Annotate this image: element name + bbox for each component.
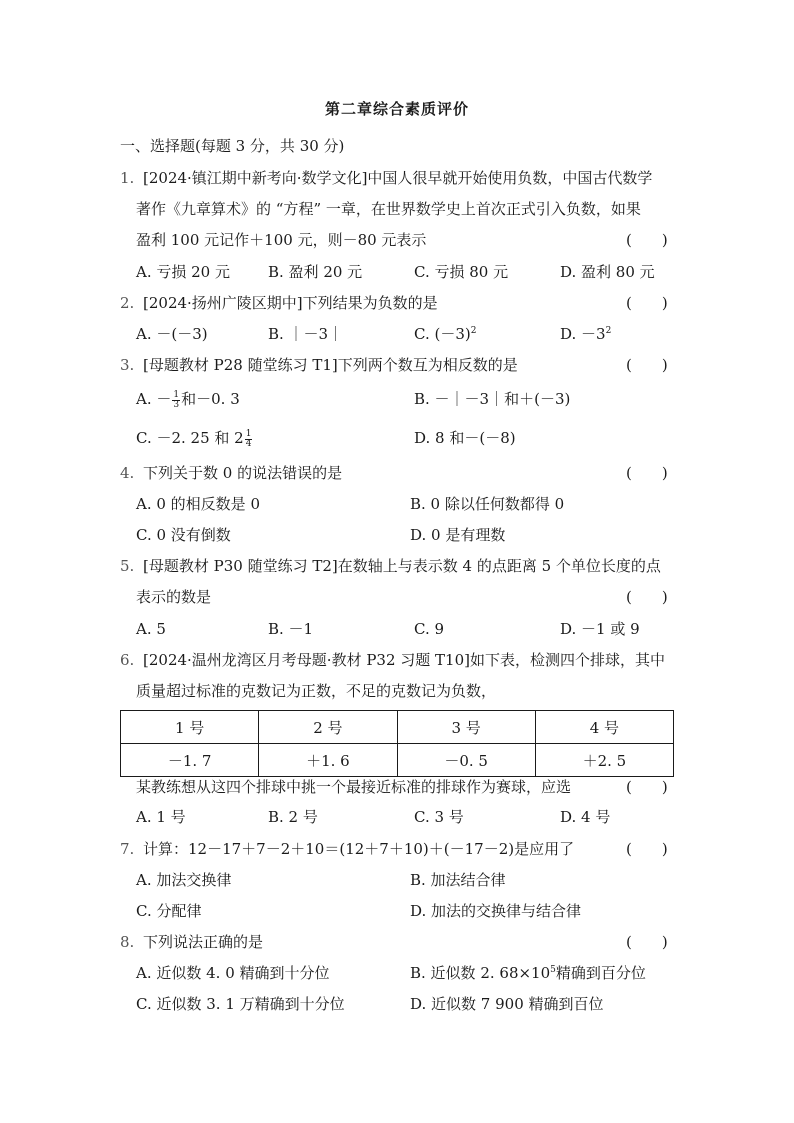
question-8-number: 8. <box>120 933 135 951</box>
question-1-line-2: 著作《九章算术》的 “方程” 一章，在世界数学史上首次正式引入负数，如果 <box>136 200 641 218</box>
question-8-option-a: A. 近似数 4. 0 精确到十分位 <box>136 964 330 982</box>
question-4-option-d: D. 0 是有理数 <box>410 526 506 544</box>
question-3-option-a: A. － $\frac{1}{3}$ 和－0. 3 <box>136 389 240 410</box>
question-1-option-b: B. 盈利 20 元 <box>268 263 363 281</box>
question-6-answer-paren: ( ) <box>626 778 668 796</box>
question-5-answer-paren: ( ) <box>626 588 668 606</box>
question-6-option-d: D. 4 号 <box>560 808 611 826</box>
question-4-answer-paren: ( ) <box>626 464 668 482</box>
table-header-row <box>121 711 674 744</box>
question-1-option-c: C. 亏损 80 元 <box>414 263 509 281</box>
question-7-option-d: D. 加法的交换律与结合律 <box>410 902 582 920</box>
question-5-option-d: D. －1 或 9 <box>560 620 640 638</box>
question-4-number: 4. <box>120 464 135 482</box>
table-header-cell: 2 号 <box>259 711 397 744</box>
table-cell: ＋1. 6 <box>259 744 397 777</box>
question-5-option-c: C. 9 <box>414 620 445 638</box>
question-4-option-c: C. 0 没有倒数 <box>136 526 231 544</box>
question-1-number: 1. <box>120 169 135 187</box>
question-2-option-c: C. $(-3)^2$ <box>414 325 477 343</box>
page-title: 第二章综合素质评价 <box>324 100 469 118</box>
question-6-option-b: B. 2 号 <box>268 808 318 826</box>
question-7-answer-paren: ( ) <box>626 840 668 858</box>
question-8-line-1: 下列说法正确的是 <box>143 933 264 951</box>
question-3-option-c: C. －2. 25 和 2 $\frac{1}{4}$ <box>136 428 252 449</box>
question-3-option-b: B. －｜－3｜和＋(－3) <box>414 390 571 408</box>
table-row <box>121 744 674 777</box>
question-7-line-1: 计算：12－17＋7－2＋10＝(12＋7＋10)＋(－17－2)是应用了 <box>143 840 575 858</box>
question-2-option-d: D. $-3^2$ <box>560 325 612 343</box>
fraction-one-quarter: $\frac{1}{4}$ <box>245 428 252 449</box>
question-7-option-b: B. 加法结合律 <box>410 871 506 889</box>
question-2-answer-paren: ( ) <box>626 294 668 312</box>
question-2-option-a: A. －(－3) <box>136 325 208 343</box>
question-5-line-2: 表示的数是 <box>136 588 212 606</box>
fraction-one-third: $\frac{1}{3}$ <box>173 389 180 410</box>
question-1-option-d: D. 盈利 80 元 <box>560 263 655 281</box>
question-2-option-b: B. ｜－3｜ <box>268 325 344 343</box>
question-4-option-b: B. 0 除以任何数都得 0 <box>410 495 565 513</box>
question-2-number: 2. <box>120 294 135 312</box>
question-6-option-c: C. 3 号 <box>414 808 464 826</box>
question-1-answer-paren: ( ) <box>626 231 668 249</box>
table-cell: ＋2. 5 <box>535 744 673 777</box>
question-4-line-1: 下列关于数 0 的说法错误的是 <box>143 464 343 482</box>
table-header-cell: 4 号 <box>535 711 673 744</box>
question-7-number: 7. <box>120 840 135 858</box>
question-1-line-3: 盈利 100 元记作＋100 元，则－80 元表示 <box>136 231 427 249</box>
question-4-option-a: A. 0 的相反数是 0 <box>136 495 260 513</box>
section-heading: 一、选择题(每题 3 分，共 30 分) <box>120 137 345 155</box>
question-6-line-1: [2024·温州龙湾区月考母题·教材 P32 习题 T10]如下表，检测四个排球，其中 <box>143 651 665 669</box>
question-1-line-1: [2024·镇江期中新考向·数学文化]中国人很早就开始使用负数，中国古代数学 <box>143 169 653 187</box>
question-6-option-a: A. 1 号 <box>136 808 186 826</box>
question-6-number: 6. <box>120 651 135 669</box>
question-7-option-c: C. 分配律 <box>136 902 202 920</box>
question-6-line-2: 质量超过标准的克数记为正数，不足的克数记为负数， <box>136 682 497 700</box>
question-5-option-a: A. 5 <box>136 620 166 638</box>
question-8-option-d: D. 近似数 7 900 精确到百位 <box>410 995 604 1013</box>
question-5-number: 5. <box>120 557 135 575</box>
question-6-line-3: 某教练想从这四个排球中挑一个最接近标准的排球作为赛球，应选 <box>136 778 572 796</box>
question-7-option-a: A. 加法交换律 <box>136 871 232 889</box>
table-cell: －1. 7 <box>121 744 259 777</box>
table-header-cell: 1 号 <box>121 711 259 744</box>
question-5-option-b: B. －1 <box>268 620 314 638</box>
question-3-line-1: [母题教材 P28 随堂练习 T1]下列两个数互为相反数的是 <box>143 356 518 374</box>
question-3-answer-paren: ( ) <box>626 356 668 374</box>
question-2-line-1: [2024·扬州广陵区期中]下列结果为负数的是 <box>143 294 438 312</box>
question-1-option-a: A. 亏损 20 元 <box>136 263 230 281</box>
volleyball-weight-table <box>120 710 674 777</box>
question-8-option-b: B. 近似数 2. $68\times 10^5$精确到百分位 <box>410 964 646 982</box>
question-8-option-c: C. 近似数 3. 1 万精确到十分位 <box>136 995 345 1013</box>
question-3-option-d: D. 8 和－(－8) <box>414 429 516 447</box>
table-header-cell: 3 号 <box>397 711 535 744</box>
table-cell: －0. 5 <box>397 744 535 777</box>
question-8-answer-paren: ( ) <box>626 933 668 951</box>
question-5-line-1: [母题教材 P30 随堂练习 T2]在数轴上与表示数 4 的点距离 5 个单位长度的点 <box>143 557 661 575</box>
question-3-number: 3. <box>120 356 135 374</box>
